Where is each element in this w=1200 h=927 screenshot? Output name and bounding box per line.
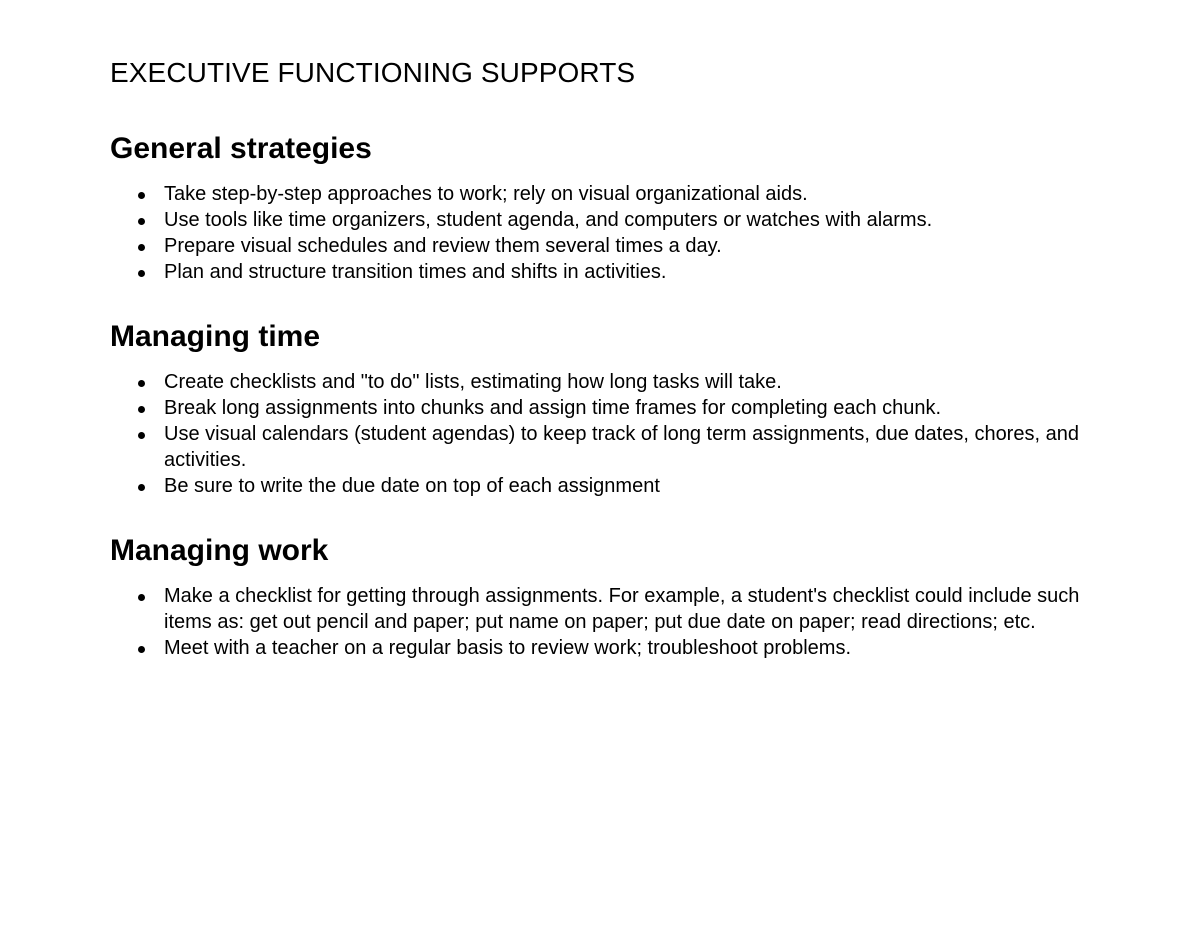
list-item xyxy=(110,473,1090,499)
list-item xyxy=(110,635,1090,661)
list-item xyxy=(110,181,1090,207)
section-managing-time xyxy=(110,320,1090,499)
list-item xyxy=(110,369,1090,395)
list-item xyxy=(110,233,1090,259)
bullet-icon xyxy=(138,192,145,199)
bullet-list xyxy=(110,181,1090,285)
section-heading: Managing time xyxy=(110,320,321,353)
bullet-icon xyxy=(138,380,145,387)
list-item-text: Meet with a teacher on a regular basis to review work; troubleshoot problems. xyxy=(164,637,852,659)
document-title: EXECUTIVE FUNCTIONING SUPPORTS xyxy=(110,57,636,88)
section-general-strategies xyxy=(110,132,1090,285)
bullet-icon xyxy=(138,406,145,413)
bullet-icon xyxy=(138,484,145,491)
list-item-text: Create checklists and "to do" lists, estimating how long tasks will take. xyxy=(164,371,782,393)
list-item xyxy=(110,259,1090,285)
list-item xyxy=(110,583,1090,635)
section-managing-work xyxy=(110,534,1090,661)
bullet-icon xyxy=(138,646,145,653)
bullet-list xyxy=(110,369,1090,499)
bullet-icon xyxy=(138,432,145,439)
list-item-text: Take step-by-step approaches to work; rely on visual organizational aids. xyxy=(164,183,808,205)
bullet-icon xyxy=(138,594,145,601)
list-item-text: Prepare visual schedules and review them several times a day. xyxy=(164,235,722,257)
list-item xyxy=(110,421,1090,473)
list-item-text: Break long assignments into chunks and assign time frames for completing each chunk. xyxy=(164,397,942,419)
section-heading: Managing work xyxy=(110,534,329,567)
list-item-text: Make a checklist for getting through assignments. For example, a student's checklist could include such items as: get out pencil and paper; put name on paper; put due date on paper; read directions; etc. xyxy=(164,585,1080,633)
list-item-text: Use visual calendars (student agendas) to keep track of long term assignments, due dates, chores, and activities. xyxy=(164,423,1079,471)
bullet-icon xyxy=(138,218,145,225)
bullet-list xyxy=(110,583,1090,661)
list-item xyxy=(110,207,1090,233)
list-item xyxy=(110,395,1090,421)
section-heading: General strategies xyxy=(110,132,372,165)
bullet-icon xyxy=(138,270,145,277)
bullet-icon xyxy=(138,244,145,251)
list-item-text: Use tools like time organizers, student agenda, and computers or watches with alarms. xyxy=(164,209,933,231)
list-item-text: Plan and structure transition times and shifts in activities. xyxy=(164,261,667,283)
list-item-text: Be sure to write the due date on top of each assignment xyxy=(164,475,660,497)
